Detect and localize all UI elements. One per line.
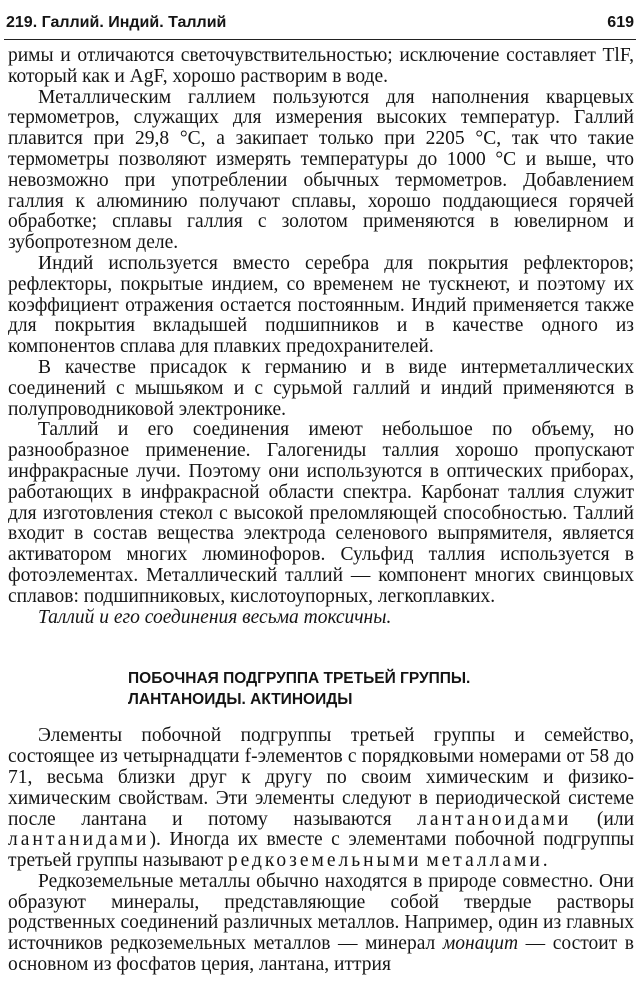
paragraph-toxicity-note: Таллий и его соединения весьма токсичны. (38, 606, 392, 628)
running-header (6, 10, 634, 36)
text-run: — состоит в основном из фосфатов церия, лантана, иттрия (8, 933, 634, 976)
page-number: 619 (607, 14, 634, 31)
section-heading (8, 668, 634, 710)
paragraph-lanthanoids-intro (8, 726, 634, 872)
paragraph-continued: римы и отличаются светочувствительностью; исключение составляет TlF, который как и AgF, хорошо растворим в воде. (8, 45, 634, 87)
paragraph-semiconductors: В качестве присадок к германию и в виде интерметаллических соединений с мышьяком и с сурьмой галлий и индий применяются в полупроводниковой электронике. (8, 356, 634, 420)
term-lanthanoids: лантаноидами (417, 808, 572, 830)
text-run: (или (596, 808, 635, 830)
term-rare-earth: редкоземельными (227, 850, 422, 872)
section-heading-line-2: ЛАНТАНОИДЫ. АКТИНОИДЫ (128, 691, 353, 709)
section-heading-line-1: ПОБОЧНАЯ ПОДГРУППА ТРЕТЬЕЙ ГРУППЫ. (128, 670, 471, 688)
text-run: ). Иногда их вместе с элементами побочной подгруппы третьей группы называют (8, 829, 634, 872)
text-run: Редкоземельные металлы обычно находятся в природе совместно. Они образуют минералы, представляющие собой твердые растворы родственных соединений различных металлов. Например, один из главных источников редкоземельных металлов — минерал (8, 870, 634, 955)
paragraph-rare-earth-minerals (8, 872, 634, 976)
term-monazite: монацит (442, 933, 519, 955)
paragraph-indium-uses: Индий используется вместо серебра для покрытия рефлекторов; рефлекторы, покрытые индием, со временем не тускнеют, и поэтому их коэффициент отражения остается постоянным. Индий применяется также для покрытия вкладышей подшипников и в качестве одного из компонентов сплава для плавких предохранителей. (8, 252, 634, 358)
page-body (8, 46, 634, 976)
term-lanthanides: лантанидами (8, 829, 150, 851)
text-run: Элементы побочной подгруппы третьей группы и семейство, состоящее из четырнадцати f-элементов с порядковыми номерами от 58 до 71, весьма близки друг к другу по своим химическим и физико-химическим свойствам. Эти элементы следуют в периодической системе после лантана и потому называются (8, 725, 634, 830)
running-header-title: 219. Галлий. Индий. Таллий (6, 14, 227, 31)
paragraph-thallium-uses: Таллий и его соединения имеют небольшое по объему, но разнообразное применение. Галогениды таллия хорошо пропускают инфракрасные лучи. Поэтому они используются в оптических приборах, работающих в инфракрасной области спектра. Карбонат таллия служит для изготовления стекол с высокой преломляющей способностью. Таллий входит в состав вещества электрода селенового выпрямителя, является активатором многих люминофоров. Сульфид таллия используется в фотоэлементах. Металлический таллий — компонент многих свинцовых сплавов: подшипниковых, кислотоупорных, легкоплавких. (8, 419, 634, 607)
text-run: металлами. (426, 850, 551, 872)
header-divider (4, 39, 636, 40)
paragraph-gallium-uses: Металлическим галлием пользуются для наполнения кварцевых термометров, служащих для измерения высоких температур. Галлий плавится при 29,8 °C, а закипает только при 2205 °C, так что такие термометры позволяют измерять температуры до 1000 °C и выше, что невозможно при употреблении обычных термометров. Добавлением галлия к алюминию получают сплавы, хорошо поддающиеся горячей обработке; сплавы галлия с золотом применяются в ювелирном и зубопротезном деле. (8, 86, 634, 254)
